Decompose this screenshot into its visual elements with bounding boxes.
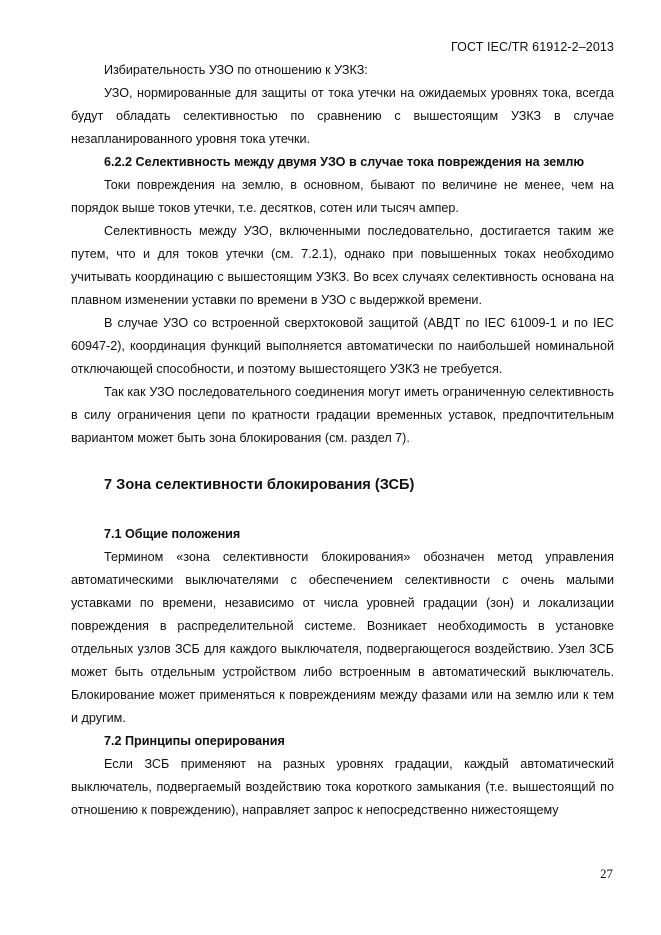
paragraph: Термином «зона селективности блокирования» обозначен метод управления автоматическими выключателями с обеспечением селективности с очень малыми уставками по времени, независимо от числа уровней градации (зон) и локализации повреждения в распределительной системе. Возникает необходимость в установке отдельных узлов ЗСБ для каждого выключателя, подвергающегося воздействию. Узел ЗСБ может быть отдельным устройством либо встроенным в автоматический выключатель. Блокирование может применяться к повреждениям между фазами или на землю или к тем и другим.: [71, 550, 614, 725]
document-body: [71, 59, 614, 822]
paragraph: Токи повреждения на землю, в основном, бывают по величине не менее, чем на порядок выше токов утечки, т.е. десятков, сотен или тысяч ампер.: [71, 178, 614, 215]
paragraph: Если ЗСБ применяют на разных уровнях градации, каждый автоматический выключатель, подвергаемый воздействию тока короткого замыкания (т.е. вышестоящий по отношению к повреждению), направляет запрос к непосредственно нижестоящему: [71, 757, 614, 817]
paragraph: Селективность между УЗО, включенными последовательно, достигается таким же путем, что и для токов утечки (см. 7.2.1), однако при повышенных токах необходимо учитывать координацию с вышестоящим УЗКЗ. Во всех случаях селективность основана на плавном изменении уставки по времени в УЗО с выдержкой времени.: [71, 224, 614, 307]
section-heading-7: 7 Зона селективности блокирования (ЗСБ): [104, 477, 415, 493]
subsection-heading-6-2-2: 6.2.2 Селективность между двумя УЗО в случае тока повреждения на землю: [104, 155, 585, 169]
paragraph: УЗО, нормированные для защиты от тока утечки на ожидаемых уровнях тока, всегда будут обладать селективностью по сравнению с вышестоящим УЗКЗ в случае незапланированного уровня тока утечки.: [71, 86, 614, 146]
paragraph: В случае УЗО со встроенной сверхтоковой защитой (АВДТ по IEC 61009-1 и по IEC 60947-2), координация функций выполняется автоматически по наибольшей номинальной отключающей способности, и поэтому вышестоящего УЗКЗ не требуется.: [71, 316, 614, 376]
page-number: 27: [600, 866, 613, 881]
subsection-heading-7-2: 7.2 Принципы оперирования: [104, 734, 285, 748]
subsection-heading-7-1: 7.1 Общие положения: [104, 527, 241, 541]
paragraph: Избирательность УЗО по отношению к УЗКЗ:: [104, 63, 368, 77]
document-header: ГОСТ IEC/TR 61912-2–2013: [451, 40, 614, 54]
paragraph: Так как УЗО последовательного соединения могут иметь ограниченную селективность в силу ограничения цепи по кратности градации временных уставок, предпочтительным вариантом может быть зона блокирования (см. раздел 7).: [71, 385, 614, 445]
